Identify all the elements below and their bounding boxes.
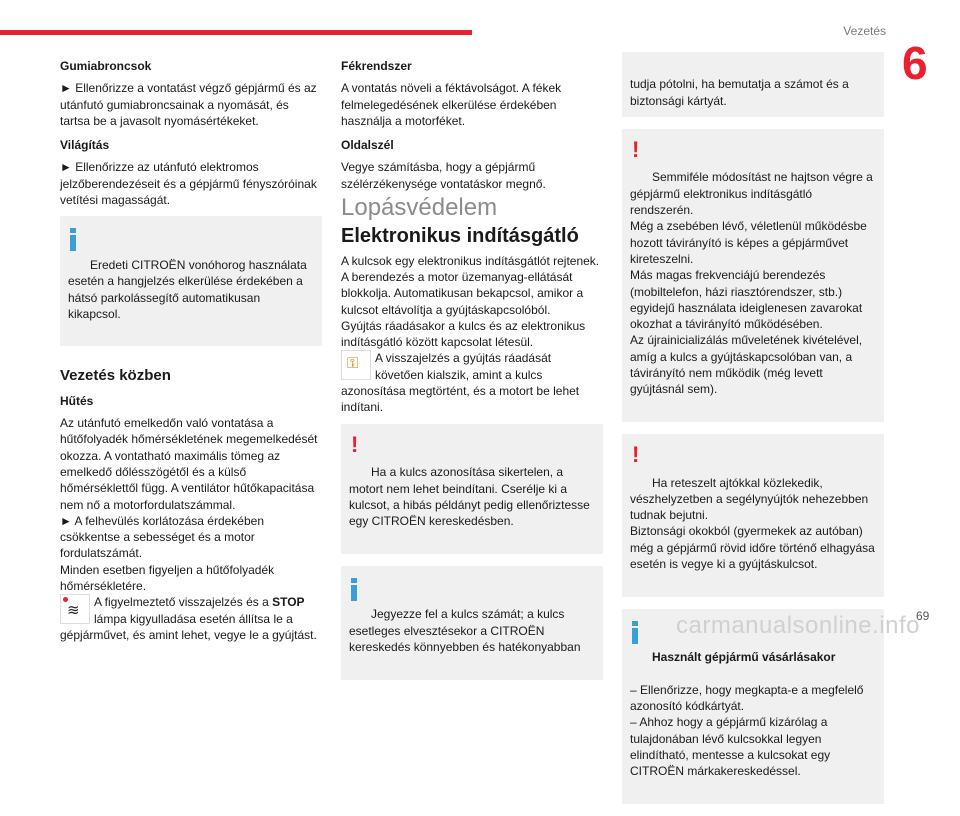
paragraph-wind: Vegye számításba, hogy a gépjármű szélérzékenysége vontatáskor megnő. [341,160,546,191]
heading-driving: Vezetés közben [60,367,171,385]
warning-text-key: Ha a kulcs azonosítása sikertelen, a motort nem lehet beindítani. Cserélje ki a kulcsot, a hibás példányt pedig ellenőriztesse egy CITROËN kereskedésben. [349,465,590,529]
section-title: Vezetés [843,24,886,38]
info-text-continued: tudja pótolni, ha bemutatja a számot és a biztonsági kártyát. [630,77,849,108]
column-1 [60,58,322,651]
warning-box-locked-doors [622,434,884,597]
info-text-keynumber: Jegyezze fel a kulcs számát; a kulcs esetleges elvesztésekor a CITROËN kereskedés könnyebben és hatékonyabban [349,607,581,654]
paragraph-brakes: A vontatás növeli a féktávolságot. A fékek felmelegedésének elkerülése érdekében használja a motorféket. [341,81,562,128]
warning-text-modification: Semmiféle módosítást ne hajtson végre a gépjármű elektronikus indításgátló rendszerén. Még a zsebében lévő, véletlenül működésbe hozott távirányító is képes a gépjárművet kireteszelni. Más magas frekvenciájú berendezés (mobiltelefon, házi riasztórendszer, stb.) egyidejű használata ideiglenesen zavarokat okozhat a távirányító működésében. Az újrainicializálás műveletének kivételével, amíg a kulcs a gyújtáskapcsolóban van, a távirányító nem működik (még levett gyújtásnál sem). [630,170,873,397]
heading-lighting: Világítás [60,138,110,153]
warning-icon: ! [632,136,640,162]
warning-icon: ! [351,431,359,457]
info-box-keynumber [341,566,603,680]
paragraph-lighting: ► Ellenőrizze az utánfutó elektromos jelzőberendezéseit és a gépjármű fényszóróinak vetítési magasságát. [60,160,317,208]
warning-box-key [341,424,603,554]
paragraph-tyres: ► Ellenőrizze a vontatást végző gépjármű és az utánfutó gumiabroncsainak a nyomását, és tartsa be a javasolt nyomásértékeket. [60,81,317,128]
info-text-towbar: Eredeti CITROËN vonóhorog használata esetén a hangjelzés elkerülése érdekében a hátsó parkolássegítő automatikusan kikapcsol. [68,257,307,321]
info-icon [351,578,357,601]
paragraph-cooling: Az utánfutó emelkedőn való vontatása a hűtőfolyadék hőmérsékletének megemelkedését okozza. A vontatható maximális tömeg az emelkedő dőlésszögétől és a külső hőmérséklettől függ. A ventilátor hűtőkapacitása nem nő a motorfordulatszámmal. ► A felhevülés korlátozása érdekében csökkentse a sebességet és a motor fordulatszámát. Minden esetben figyeljen a hűtőfolyadék hőmérsékletére. [60,416,318,594]
warning-box-modification [622,129,884,422]
stop-label: STOP [272,595,305,610]
heading-immobiliser: Elektronikus indításgátló [341,225,579,248]
info-box-towbar [60,216,322,346]
info-box-continued [622,52,884,117]
column-3 [622,52,884,816]
paragraph-immobiliser: A kulcsok egy elektronikus indításgátlót rejtenek. A berendezés a motor üzemanyag-ellátását blokkolja. Automatikusan bekapcsol, amikor a kulcsot eltávolítja a gyújtáskapcsolóból. Gyújtás ráadásakor a kulcs és az elektronikus indításgátló között kapcsolat létesül. [341,253,600,350]
info-icon [70,228,76,251]
footer-watermark: carmanualsonline.info [676,612,920,639]
header-accent-bar [0,30,472,35]
immobiliser-key-icon: ⚿ [341,350,371,380]
section-title-theft: Lopásvédelem [341,194,498,222]
coolant-temperature-icon: ≋ [60,594,90,624]
heading-cooling: Hűtés [60,393,94,408]
info-icon [632,621,638,644]
warning-icon: ! [632,441,640,467]
column-2 [341,58,603,680]
chapter-number: 6 [902,37,928,89]
heading-brakes: Fékrendszer [341,59,412,73]
paragraph-light-off: ⚿ A visszajelzés a gyújtás ráadását követően kialszik, amint a kulcs azonosítása megtörtént, és a motort be lehet indítani. [341,351,580,415]
warning-text-locked-doors: Ha reteszelt ajtókkal közlekedik, vészhelyzetben a segélynyújtók nehezebben tudnak bejutni. Biztonsági okokból (gyermekek az autóban) még a gépjármű rövid időre történő elhagyása esetén is vegye ki a gyújtáskulcsot. [630,475,875,572]
info-text-used-car: – Ellenőrizze, hogy megkapta-e a megfelelő azonosító kódkártyát. – Ahhoz hogy a gépjármű kizárólag a tulajdonában lévő kulcsokkal legyen elindítható, mentesse a kulcsokat egy CITROËN márkakereskedéssel. [630,682,864,779]
heading-wind: Oldalszél [341,138,394,153]
paragraph-stop: ≋ A figyelmeztető visszajelzés és a STOP lámpa kigyulladása esetén állítsa le a gépjárművet, és amint lehet, vegye le a gyújtást. [60,595,317,642]
heading-tyres: Gumiabroncsok [60,59,152,73]
page-number: 69 [916,609,930,623]
info-title-used-car: Használt gépjármű vásárlásakor [652,650,836,665]
